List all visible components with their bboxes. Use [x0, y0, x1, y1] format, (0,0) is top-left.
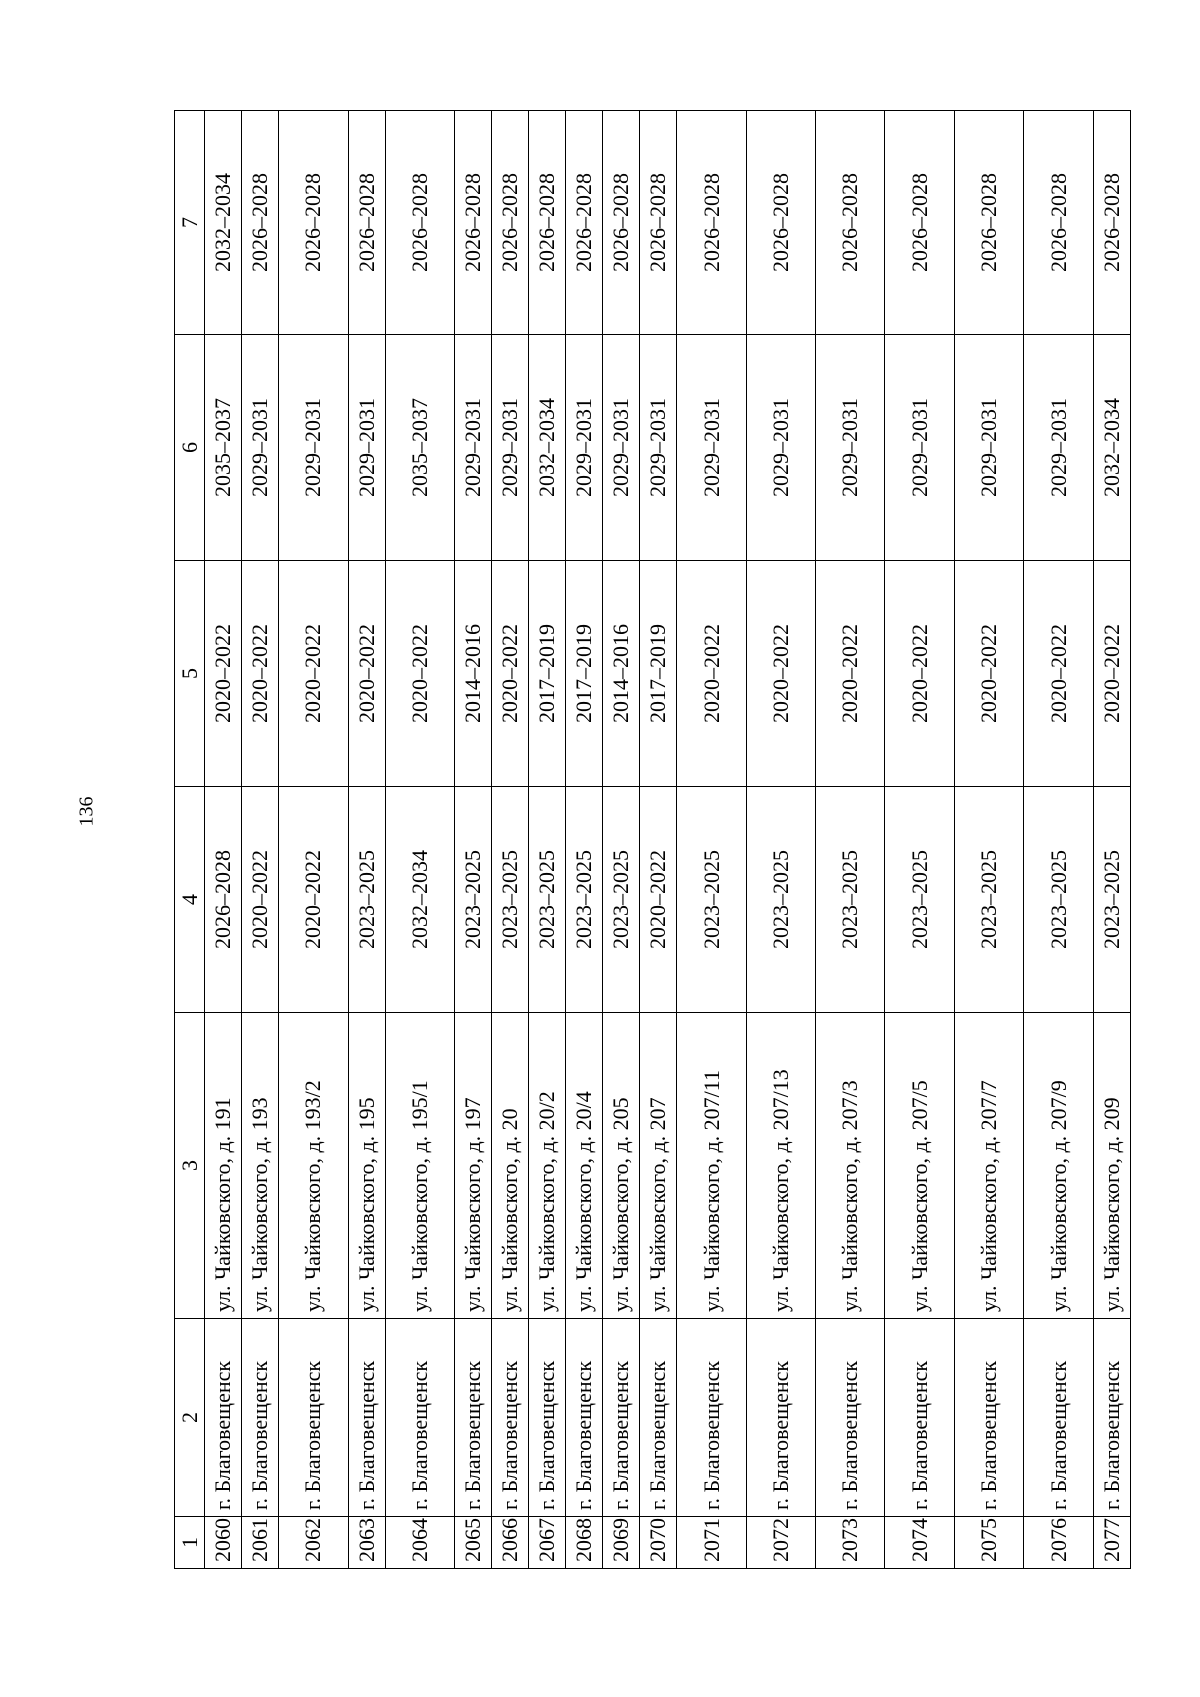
period-col5-cell: 2017–2019: [566, 561, 603, 787]
address-cell: ул. Чайковского, д. 207/5: [885, 1013, 954, 1319]
period-col5-cell: 2020–2022: [348, 561, 385, 787]
period-col5-cell: 2020–2022: [885, 561, 954, 787]
address-cell: ул. Чайковского, д. 207: [640, 1013, 677, 1319]
row-number: 2064: [385, 1517, 454, 1569]
row-number: 2068: [566, 1517, 603, 1569]
housing-schedule-table: [174, 110, 1131, 1569]
table-row: [242, 111, 279, 1569]
city-cell: г. Благовещенск: [348, 1319, 385, 1517]
table-row: [492, 111, 529, 1569]
period-col7-cell: 2026–2028: [454, 111, 491, 335]
period-col4-cell: 2023–2025: [677, 787, 746, 1013]
period-col4-cell: 2023–2025: [954, 787, 1023, 1013]
period-col7-cell: 2026–2028: [640, 111, 677, 335]
city-cell: г. Благовещенск: [529, 1319, 566, 1517]
period-col7-cell: 2026–2028: [566, 111, 603, 335]
period-col5-cell: 2014–2016: [603, 561, 640, 787]
address-cell: ул. Чайковского, д. 20/2: [529, 1013, 566, 1319]
column-header: 7: [175, 111, 205, 335]
city-cell: г. Благовещенск: [603, 1319, 640, 1517]
period-col7-cell: 2026–2028: [279, 111, 348, 335]
period-col4-cell: 2023–2025: [603, 787, 640, 1013]
row-number: 2069: [603, 1517, 640, 1569]
city-cell: г. Благовещенск: [385, 1319, 454, 1517]
city-cell: г. Благовещенск: [566, 1319, 603, 1517]
table-row: [385, 111, 454, 1569]
address-cell: ул. Чайковского, д. 20: [492, 1013, 529, 1319]
table-row: [566, 111, 603, 1569]
address-cell: ул. Чайковского, д. 207/13: [746, 1013, 815, 1319]
column-header: 4: [175, 787, 205, 1013]
period-col7-cell: 2026–2028: [954, 111, 1023, 335]
page-number: 136: [75, 796, 98, 827]
period-col6-cell: 2029–2031: [885, 335, 954, 561]
address-cell: ул. Чайковского, д. 207/3: [816, 1013, 885, 1319]
address-cell: ул. Чайковского, д. 193: [242, 1013, 279, 1319]
period-col7-cell: 2026–2028: [529, 111, 566, 335]
address-cell: ул. Чайковского, д. 20/4: [566, 1013, 603, 1319]
row-number: 2060: [205, 1517, 242, 1569]
table-row: [640, 111, 677, 1569]
row-number: 2074: [885, 1517, 954, 1569]
period-col7-cell: 2026–2028: [348, 111, 385, 335]
city-cell: г. Благовещенск: [492, 1319, 529, 1517]
period-col6-cell: 2029–2031: [1024, 335, 1093, 561]
city-cell: г. Благовещенск: [954, 1319, 1023, 1517]
period-col4-cell: 2023–2025: [566, 787, 603, 1013]
period-col7-cell: 2026–2028: [242, 111, 279, 335]
period-col5-cell: 2020–2022: [954, 561, 1023, 787]
period-col6-cell: 2029–2031: [348, 335, 385, 561]
period-col4-cell: 2023–2025: [348, 787, 385, 1013]
period-col7-cell: 2026–2028: [492, 111, 529, 335]
period-col7-cell: 2026–2028: [816, 111, 885, 335]
table-row: [279, 111, 348, 1569]
table-row: [348, 111, 385, 1569]
period-col5-cell: 2017–2019: [529, 561, 566, 787]
period-col5-cell: 2020–2022: [279, 561, 348, 787]
table-row: [603, 111, 640, 1569]
table-row: [954, 111, 1023, 1569]
column-header: 1: [175, 1517, 205, 1569]
address-cell: ул. Чайковского, д. 195/1: [385, 1013, 454, 1319]
period-col6-cell: 2029–2031: [816, 335, 885, 561]
period-col4-cell: 2020–2022: [279, 787, 348, 1013]
row-number: 2072: [746, 1517, 815, 1569]
period-col4-cell: 2023–2025: [746, 787, 815, 1013]
period-col5-cell: 2020–2022: [677, 561, 746, 787]
period-col6-cell: 2032–2034: [529, 335, 566, 561]
address-cell: ул. Чайковского, д. 195: [348, 1013, 385, 1319]
table-row: [205, 111, 242, 1569]
row-number: 2070: [640, 1517, 677, 1569]
period-col7-cell: 2032–2034: [205, 111, 242, 335]
city-cell: г. Благовещенск: [885, 1319, 954, 1517]
column-header: 3: [175, 1013, 205, 1319]
row-number: 2061: [242, 1517, 279, 1569]
period-col7-cell: 2026–2028: [677, 111, 746, 335]
address-cell: ул. Чайковского, д. 207/7: [954, 1013, 1023, 1319]
period-col6-cell: 2029–2031: [746, 335, 815, 561]
period-col7-cell: 2026–2028: [1024, 111, 1093, 335]
row-number: 2065: [454, 1517, 491, 1569]
address-cell: ул. Чайковского, д. 205: [603, 1013, 640, 1319]
table-row: [746, 111, 815, 1569]
period-col4-cell: 2026–2028: [205, 787, 242, 1013]
period-col5-cell: 2017–2019: [640, 561, 677, 787]
city-cell: г. Благовещенск: [816, 1319, 885, 1517]
period-col5-cell: 2020–2022: [1024, 561, 1093, 787]
period-col4-cell: 2023–2025: [1024, 787, 1093, 1013]
period-col6-cell: 2029–2031: [492, 335, 529, 561]
column-header: 6: [175, 335, 205, 561]
row-number: 2063: [348, 1517, 385, 1569]
period-col5-cell: 2020–2022: [1093, 561, 1130, 787]
period-col6-cell: 2029–2031: [603, 335, 640, 561]
period-col4-cell: 2023–2025: [885, 787, 954, 1013]
period-col5-cell: 2020–2022: [746, 561, 815, 787]
city-cell: г. Благовещенск: [640, 1319, 677, 1517]
header-row: [175, 111, 205, 1569]
city-cell: г. Благовещенск: [1093, 1319, 1130, 1517]
city-cell: г. Благовещенск: [454, 1319, 491, 1517]
address-cell: ул. Чайковского, д. 209: [1093, 1013, 1130, 1319]
period-col6-cell: 2029–2031: [566, 335, 603, 561]
table-row: [1024, 111, 1093, 1569]
table-row: [816, 111, 885, 1569]
period-col7-cell: 2026–2028: [1093, 111, 1130, 335]
row-number: 2071: [677, 1517, 746, 1569]
period-col6-cell: 2029–2031: [677, 335, 746, 561]
period-col4-cell: 2023–2025: [816, 787, 885, 1013]
row-number: 2073: [816, 1517, 885, 1569]
address-cell: ул. Чайковского, д. 207/11: [677, 1013, 746, 1319]
period-col7-cell: 2026–2028: [746, 111, 815, 335]
table-container: [174, 111, 1131, 1569]
period-col6-cell: 2029–2031: [279, 335, 348, 561]
period-col7-cell: 2026–2028: [885, 111, 954, 335]
city-cell: г. Благовещенск: [677, 1319, 746, 1517]
address-cell: ул. Чайковского, д. 197: [454, 1013, 491, 1319]
period-col7-cell: 2026–2028: [603, 111, 640, 335]
column-header: 2: [175, 1319, 205, 1517]
period-col6-cell: 2035–2037: [205, 335, 242, 561]
city-cell: г. Благовещенск: [279, 1319, 348, 1517]
period-col4-cell: 2023–2025: [1093, 787, 1130, 1013]
period-col5-cell: 2020–2022: [492, 561, 529, 787]
period-col6-cell: 2029–2031: [640, 335, 677, 561]
row-number: 2067: [529, 1517, 566, 1569]
table-body: [205, 111, 1131, 1569]
period-col5-cell: 2014–2016: [454, 561, 491, 787]
period-col7-cell: 2026–2028: [385, 111, 454, 335]
period-col4-cell: 2020–2022: [640, 787, 677, 1013]
table-row: [885, 111, 954, 1569]
period-col5-cell: 2020–2022: [205, 561, 242, 787]
period-col6-cell: 2029–2031: [242, 335, 279, 561]
column-header: 5: [175, 561, 205, 787]
period-col4-cell: 2032–2034: [385, 787, 454, 1013]
table-row: [677, 111, 746, 1569]
period-col5-cell: 2020–2022: [816, 561, 885, 787]
period-col6-cell: 2029–2031: [954, 335, 1023, 561]
row-number: 2077: [1093, 1517, 1130, 1569]
row-number: 2066: [492, 1517, 529, 1569]
address-cell: ул. Чайковского, д. 191: [205, 1013, 242, 1319]
period-col6-cell: 2032–2034: [1093, 335, 1130, 561]
period-col4-cell: 2023–2025: [529, 787, 566, 1013]
row-number: 2075: [954, 1517, 1023, 1569]
row-number: 2076: [1024, 1517, 1093, 1569]
table-row: [1093, 111, 1130, 1569]
period-col4-cell: 2020–2022: [242, 787, 279, 1013]
period-col6-cell: 2035–2037: [385, 335, 454, 561]
address-cell: ул. Чайковского, д. 193/2: [279, 1013, 348, 1319]
table-row: [454, 111, 491, 1569]
period-col4-cell: 2023–2025: [454, 787, 491, 1013]
period-col5-cell: 2020–2022: [242, 561, 279, 787]
city-cell: г. Благовещенск: [746, 1319, 815, 1517]
address-cell: ул. Чайковского, д. 207/9: [1024, 1013, 1093, 1319]
period-col4-cell: 2023–2025: [492, 787, 529, 1013]
table-row: [529, 111, 566, 1569]
row-number: 2062: [279, 1517, 348, 1569]
city-cell: г. Благовещенск: [1024, 1319, 1093, 1517]
city-cell: г. Благовещенск: [205, 1319, 242, 1517]
period-col5-cell: 2020–2022: [385, 561, 454, 787]
period-col6-cell: 2029–2031: [454, 335, 491, 561]
city-cell: г. Благовещенск: [242, 1319, 279, 1517]
